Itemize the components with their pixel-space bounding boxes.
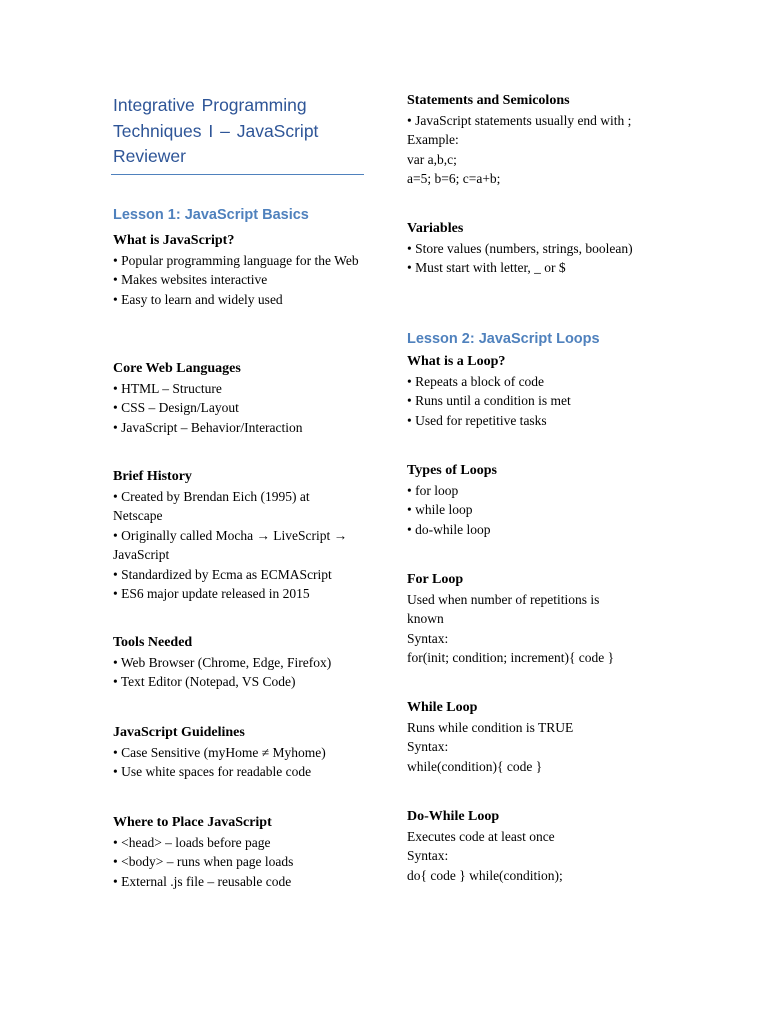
section-heading: While Loop [407,700,478,715]
text-line: Syntax: [407,848,449,863]
code-line: for(init; condition; increment){ code } [407,650,615,665]
bullet-line: • while loop [407,502,473,517]
section-types-of-loops [407,461,657,539]
section-heading: Core Web Languages [113,361,241,376]
lesson-1-heading: Lesson 1: JavaScript Basics [113,207,309,223]
section-heading: Statements and Semicolons [407,93,570,108]
document-title: Integrative Programming Techniques I – JavaScript Reviewer [113,95,319,166]
code-line: a=5; b=6; c=a+b; [407,171,501,186]
section-heading: Types of Loops [407,463,497,478]
bullet-line: • JavaScript – Behavior/Interaction [113,419,303,435]
section-while-loop [407,698,657,776]
bullet-line: • for loop [407,482,459,498]
section-heading: Where to Place JavaScript [113,815,272,830]
bullet-line: • CSS – Design/Layout [113,400,239,415]
bullet-line: • Used for repetitive tasks [407,412,547,428]
bullet-line: • Text Editor (Notepad, VS Code) [113,674,296,689]
section-statements-and-semicolons [407,91,657,189]
bullet-line: • Easy to learn and widely used [113,291,283,307]
code-line: while(condition){ code } [407,758,543,774]
bullet-line: • JavaScript statements usually end with ; [407,112,632,128]
text-line: Executes code at least once [407,828,555,844]
section-for-loop [407,570,657,668]
text-line: Runs while condition is TRUE [407,719,574,735]
bullet-line: • Makes websites interactive [113,272,268,287]
section-heading: JavaScript Guidelines [113,725,245,740]
bullet-line: • Must start with letter, _ or $ [407,260,566,275]
bullet-line: • Web Browser (Chrome, Edge, Firefox) [113,654,332,670]
section-core-web-languages [113,359,365,437]
section-heading: Brief History [113,469,192,484]
bullet-line: • Popular programming language for the Web [113,252,359,268]
title-underline [111,174,364,175]
section-tools-needed [113,633,365,692]
section-do-while-loop [407,807,657,885]
section-heading: Variables [407,221,464,236]
bullet-line: • Store values (numbers, strings, boolean) [407,240,633,256]
bullet-line: • <body> – runs when page loads [113,854,294,869]
bullet-line: • Case Sensitive (myHome ≠ Myhome) [113,744,326,760]
text-line: Used when number of repetitions is known [407,591,600,626]
section-variables [407,219,657,278]
text-line: Example: [407,132,459,147]
section-brief-history [113,467,365,604]
section-where-to-place-javascript [113,813,365,891]
section-heading: What is a Loop? [407,354,506,369]
bullet-line: • HTML – Structure [113,380,222,396]
code-line: do{ code } while(condition); [407,867,563,883]
text-line: Syntax: [407,630,449,646]
section-heading: For Loop [407,572,464,587]
bullet-line: • External .js file – reusable code [113,873,292,889]
bullet-line: • ES6 major update released in 2015 [113,586,310,601]
bullet-line: • <head> – loads before page [113,834,271,850]
bullet-line: • do-while loop [407,521,491,537]
bullet-line: • Originally called Mocha → LiveScript → JavaScript [113,527,348,562]
section-heading: What is JavaScript? [113,233,235,248]
section-what-is-javascript [113,231,365,309]
section-heading: Tools Needed [113,635,193,650]
bullet-line: • Repeats a block of code [407,373,545,389]
bullet-line: • Created by Brendan Eich (1995) at Netscape [113,488,310,523]
lesson-2-heading: Lesson 2: JavaScript Loops [407,331,600,347]
bullet-line: • Use white spaces for readable code [113,764,312,779]
bullet-line: • Runs until a condition is met [407,393,571,408]
section-javascript-guidelines [113,723,365,782]
bullet-line: • Standardized by Ecma as ECMAScript [113,566,332,582]
text-line: Syntax: [407,739,449,754]
section-what-is-a-loop [407,352,657,430]
section-heading: Do-While Loop [407,809,500,824]
code-line: var a,b,c; [407,151,457,167]
